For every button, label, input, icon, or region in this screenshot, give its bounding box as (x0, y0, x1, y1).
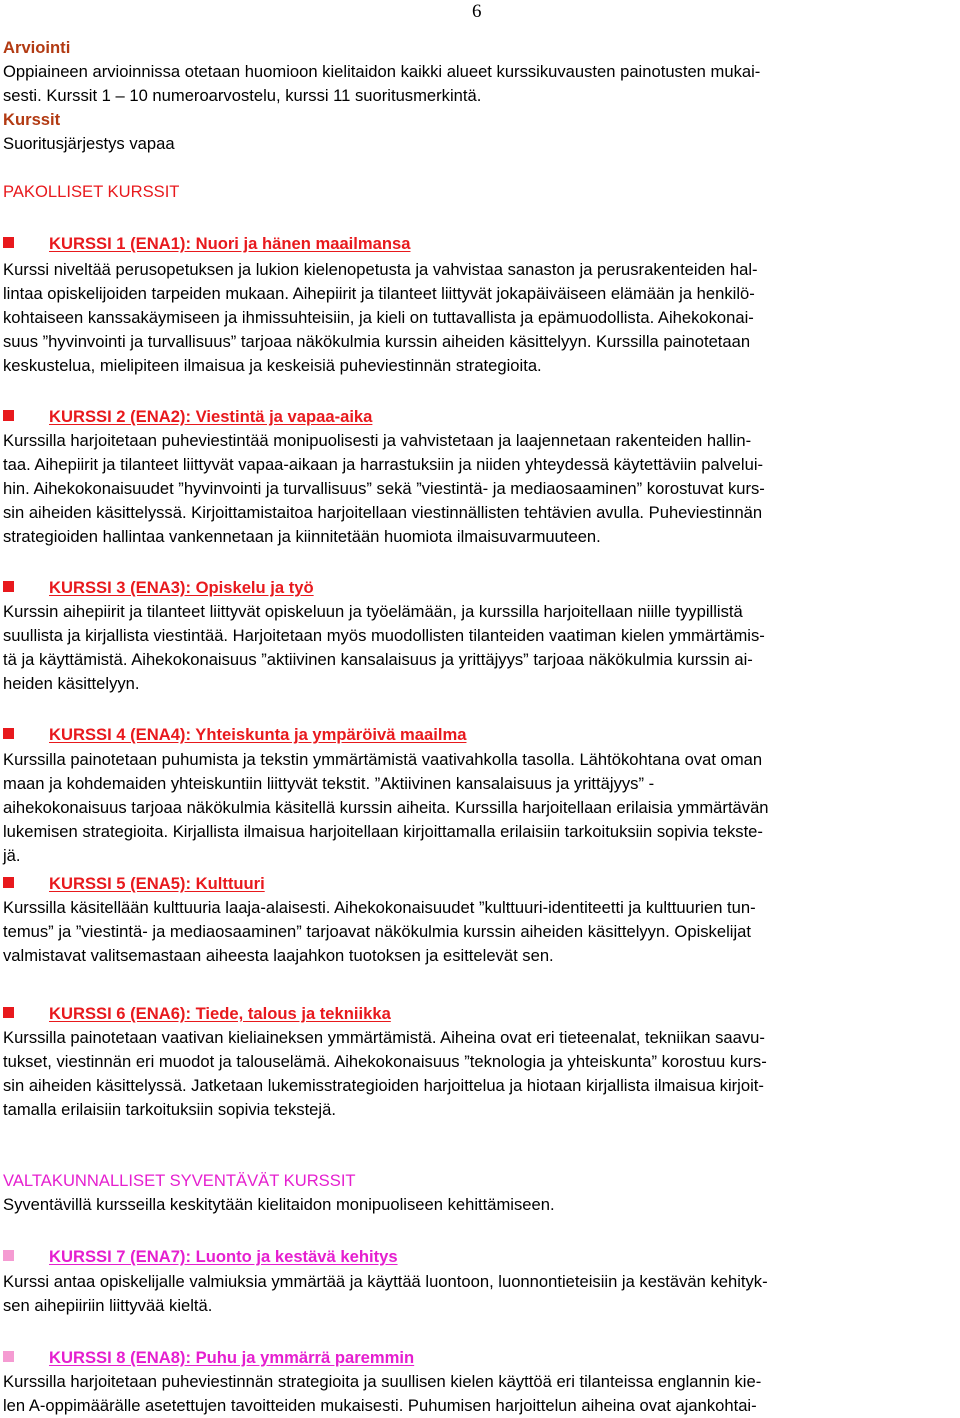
course-title-text: KURSSI 8 (ENA8): Puhu ja ymmärrä paremmin (49, 1348, 415, 1367)
paragraph-line: Kurssin aihepiirit ja tilanteet liittyvät opiskeluun ja työelämään, ja kurssilla harjoitellaan niille tyypillistä (3, 602, 743, 621)
paragraph-line: Kurssi antaa opiskelijalle valmiuksia ymmärtää ja käyttää luontoon, luonnontieteisiin ja kestävän kehityk- (3, 1272, 768, 1291)
square-bullet-icon (3, 728, 14, 739)
section-heading-pakolliset: PAKOLLISET KURSSIT (3, 182, 180, 201)
paragraph-line: hin. Aihekokonaisuudet ”hyvinvointi ja turvallisuus” sekä ”viestintä- ja mediaosaaminen” korostuvat kurs- (3, 479, 765, 498)
paragraph-line: jä. (3, 846, 21, 865)
course-title-ena4 (3, 723, 466, 747)
paragraph-line: Kurssilla käsitellään kulttuuria laaja-alaisesti. Aihekokonaisuudet ”kulttuuri-identiteetti ja kulttuurien tun- (3, 898, 756, 917)
paragraph-line: aihekokonaisuus tarjoaa näkökulmia käsitellä kurssin aiheita. Kurssilla harjoitellaan erilaisia ymmärtävän (3, 798, 769, 817)
paragraph-line: lintaa opiskelijoiden tarpeiden mukaan. Aihepiirit ja tilanteet liittyvät jokapäiväiseen elämään ja henkilö- (3, 284, 755, 303)
paragraph-line: tä ja käyttämistä. Aihekokonaisuus ”aktiivinen kansalaisuus ja yrittäjyys” tarjoaa näkökulmia kurssin ai- (3, 650, 753, 669)
paragraph-line: suus ”hyvinvointi ja turvallisuus” tarjoaa näkökulmia kurssin aiheiden käsittelyyn. Kurssilla painotetaan (3, 332, 751, 351)
square-bullet-icon (3, 1250, 14, 1261)
paragraph-line: tamalla erilaisiin tarkoituksiin sopivia tekstejä. (3, 1100, 336, 1119)
paragraph-line: taa. Aihepiirit ja tilanteet liittyvät vapaa-aikaan ja harrastuksiin ja niiden yhteydessä käytettäviin palvelui- (3, 455, 764, 474)
course-title-ena5 (3, 872, 265, 896)
course-title-ena7 (3, 1245, 398, 1269)
square-bullet-icon (3, 581, 14, 592)
course-title-ena8 (3, 1346, 414, 1370)
paragraph-line: lukemisen strategioita. Kirjallista ilmaisua harjoitellaan kirjoittamalla erilaisiin tarkoituksiin sopivia tekste- (3, 822, 763, 841)
square-bullet-icon (3, 877, 14, 888)
course-title-text: KURSSI 2 (ENA2): Viestintä ja vapaa-aika (49, 407, 373, 426)
paragraph-line: sen aihepiiriin liittyvää kieltä. (3, 1296, 213, 1315)
paragraph-line: temus” ja ”viestintä- ja mediaosaaminen” tarjoavat näkökulmia kurssin aiheiden käsittelyyn. Opiskelijat (3, 922, 751, 941)
paragraph-line: Kurssilla harjoitetaan puheviestintää monipuolisesti ja vahvistetaan ja laajennetaan rakenteiden hallin- (3, 431, 752, 450)
paragraph-line: Kurssilla painotetaan puhumista ja tekstin ymmärtämistä vaativahkolla tasolla. Lähtökohtana ovat oman (3, 750, 763, 769)
paragraph-line: tukset, viestinnän eri muodot ja talouselämä. Aihekokonaisuus ”teknologia ja yhteiskunta” korostuu kurs- (3, 1052, 767, 1071)
course-title-text: KURSSI 7 (ENA7): Luonto ja kestävä kehitys (49, 1247, 398, 1266)
section-heading-arviointi: Arviointi (3, 38, 71, 57)
paragraph-line: keskustelua, mielipiteen ilmaisua ja keskeisiä puheviestinnän strategioita. (3, 356, 542, 375)
square-bullet-icon (3, 237, 14, 248)
course-title-text: KURSSI 1 (ENA1): Nuori ja hänen maailmansa (49, 234, 411, 253)
course-title-text: KURSSI 3 (ENA3): Opiskelu ja työ (49, 578, 314, 597)
paragraph-line: sin aiheiden käsittelyssä. Jatketaan lukemisstrategioiden harjoittelua ja hiotaan kirjallista ilmaisua kirjoit- (3, 1076, 764, 1095)
paragraph-line: sin aiheiden käsittelyssä. Kirjoittamistaitoa harjoitellaan viestinnällisten tehtävien avulla. Puheviestinnän (3, 503, 763, 522)
paragraph-line: Kurssilla harjoitetaan puheviestinnän strategioita ja suullisen kielen käyttöä eri tilanteissa englannin kie- (3, 1372, 762, 1391)
course-title-text: KURSSI 5 (ENA5): Kulttuuri (49, 874, 265, 893)
paragraph-line: Kurssilla painotetaan vaativan kieliaineksen ymmärtämistä. Aiheina ovat eri tieteenalat, tekniikan saavu- (3, 1028, 765, 1047)
paragraph-line: sesti. Kurssit 1 – 10 numeroarvostelu, kurssi 11 suoritusmerkintä. (3, 86, 482, 105)
paragraph-line: Oppiaineen arvioinnissa otetaan huomioon kielitaidon kaikki alueet kurssikuvausten painotusten mukai- (3, 62, 761, 81)
paragraph-line: Syventävillä kursseilla keskitytään kielitaidon monipuoliseen kehittämiseen. (3, 1195, 555, 1214)
square-bullet-icon (3, 410, 14, 421)
course-title-ena1 (3, 232, 410, 256)
course-title-ena6 (3, 1002, 391, 1026)
paragraph-line: valmistavat valitsemastaan aiheesta laajahkon tuotoksen ja esittelevät sen. (3, 946, 554, 965)
paragraph-line: len A-oppimäärälle asetettujen tavoitteiden mukaisesti. Puhumisen harjoittelun aiheina ovat ajankohtai- (3, 1396, 757, 1415)
square-bullet-icon (3, 1351, 14, 1362)
section-heading-kurssit: Kurssit (3, 110, 61, 129)
paragraph-line: maan ja kohdemaiden yhteiskuntiin liittyvät tekstit. ”Aktiivinen kansalaisuus ja yrittäjyys” - (3, 774, 655, 793)
course-title-ena2 (3, 405, 372, 429)
course-title-ena3 (3, 576, 314, 600)
section-heading-syventavat: VALTAKUNNALLISET SYVENTÄVÄT KURSSIT (3, 1171, 356, 1190)
course-title-text: KURSSI 6 (ENA6): Tiede, talous ja tekniikka (49, 1004, 391, 1023)
paragraph-line: Kurssi niveltää perusopetuksen ja lukion kielenopetusta ja vahvistaa sanaston ja perusrakenteiden hal- (3, 260, 758, 279)
paragraph-line: Suoritusjärjestys vapaa (3, 134, 175, 153)
square-bullet-icon (3, 1007, 14, 1018)
page-number: 6 (472, 1, 482, 22)
paragraph-line: suullista ja kirjallista viestintää. Harjoitetaan myös muodollisten tilanteiden vaatiman kielen ymmärtämis- (3, 626, 765, 645)
paragraph-line: strategioiden hallintaa vankennetaan ja kiinnitetään huomiota ilmaisuvarmuuteen. (3, 527, 601, 546)
paragraph-line: heiden käsittelyyn. (3, 674, 140, 693)
course-title-text: KURSSI 4 (ENA4): Yhteiskunta ja ympäröivä maailma (49, 725, 467, 744)
paragraph-line: kohtaiseen kanssakäymiseen ja ihmissuhteisiin, ja kieli on tuttavallista ja epämuodollista. Aihekokonai- (3, 308, 754, 327)
